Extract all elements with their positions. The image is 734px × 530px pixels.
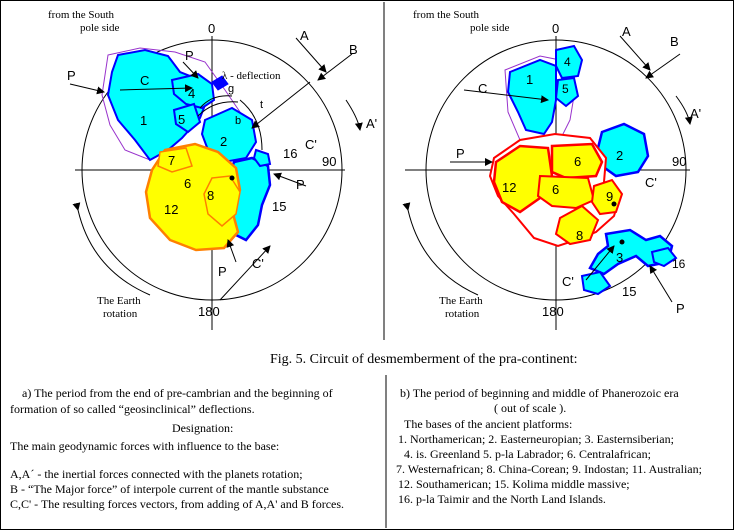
force-P-label-left-3: P [296, 177, 305, 192]
platform-label-left-5: 5 [178, 112, 186, 127]
platform-15-shape-right [582, 272, 610, 294]
force-P-label-left-1: P [67, 68, 76, 83]
force-C-prime-label-left-1: C' [305, 137, 317, 152]
section-b-item-1: 1. Northamerican; 2. Easterneuropian; 3. Easternsiberian; [398, 432, 674, 446]
force-A-arrow [296, 38, 326, 72]
force-C-prime-label-right-2: C' [562, 274, 574, 289]
platform-label-right-8: 8 [576, 228, 584, 243]
force-B-label-left: B [349, 42, 358, 57]
platform-label-right-9: 9 [606, 189, 614, 204]
force-C-prime-label-right-1: C' [645, 175, 657, 190]
force-C-label-left: C [140, 73, 150, 88]
platform-label-right-1: 1 [526, 72, 534, 87]
force-B-arrow [318, 54, 352, 80]
platform-label-right-16: 16 [672, 257, 686, 271]
view-label-right-2: pole side [470, 22, 510, 34]
platform-label-left-1: 1 [140, 113, 148, 128]
force-P-arrow-1 [70, 84, 104, 92]
force-A-prime-label-right: A' [690, 106, 702, 121]
right-panel [405, 9, 701, 330]
rotation-label-left-1: The Earth [97, 295, 141, 307]
section-b-item-2: 4. is. Greenland 5. p-la Labrador; 6. Centralafrican; [404, 447, 651, 461]
platform-label-right-2: 2 [616, 148, 624, 163]
figure-caption: Fig. 5. Circuit of desmemberment of the pra-continent: [270, 352, 578, 367]
view-label-left-2: pole side [80, 22, 120, 34]
force-P-label-right-1: P [456, 146, 465, 161]
deflection-label: λ - deflection [222, 70, 281, 82]
section-b-item-4: 12. Southamerican; 15. Kolima middle massive; [398, 477, 630, 491]
force-P-arrow-4 [228, 240, 236, 262]
rotation-arrow-right [408, 210, 478, 295]
section-b-item-3: 7. Westernafrican; 8. China-Corean; 9. Indostan; 11. Australian; [396, 462, 702, 476]
axis-label-90-left: 90 [322, 154, 337, 169]
marker-dot-left [230, 176, 235, 181]
section-b-subtitle: The bases of the ancient platforms: [404, 417, 573, 431]
b-label: b [235, 115, 242, 127]
section-a-item-3: C,C' - The resulting forces vectors, from adding of A,A' and B forces. [10, 497, 345, 511]
axis-label-0-right: 0 [552, 21, 560, 36]
marker-dot-right-2 [620, 240, 625, 245]
platform-label-left-15: 15 [272, 199, 287, 214]
force-A-prime-arrow-right [676, 96, 690, 124]
section-a-title-line2: formation of so called “geosinclinical” deflections. [10, 402, 255, 416]
section-a-intro: The main geodynamic forces with influence to the base: [10, 439, 280, 453]
force-B-arrow-right [646, 54, 680, 78]
force-B-label-right: B [670, 34, 679, 49]
platform-label-right-6b: 6 [552, 182, 560, 197]
platform-label-left-2: 2 [220, 134, 228, 149]
platform-6-shape-right-2 [538, 176, 594, 208]
force-A-prime-label-left: A' [366, 116, 378, 131]
axis-label-90-right: 90 [672, 154, 687, 169]
platform-label-right-4: 4 [564, 55, 571, 69]
axis-label-180-left: 180 [198, 304, 220, 319]
force-P-arrow-right-2 [650, 266, 672, 302]
platform-label-left-16: 16 [283, 146, 298, 161]
section-b-title-line1: b) The period of beginning and middle of Phanerozoic era [400, 386, 679, 400]
rotation-arrow-left [78, 210, 150, 295]
platform-label-left-7: 7 [168, 153, 176, 168]
section-b-item-5: 16. p-la Taimir and the North Land Islands. [398, 492, 606, 506]
force-A-label-right: A [622, 24, 631, 39]
force-P-label-left-4: P [218, 264, 227, 279]
t-label: t [260, 99, 264, 111]
section-a-item-1: A,A´ - the inertial forces connected with the planets rotation; [10, 467, 303, 481]
axis-label-180-right: 180 [542, 304, 564, 319]
designation-label: Designation: [172, 421, 234, 435]
axis-label-0-left: 0 [208, 21, 216, 36]
platform-label-right-15: 15 [622, 284, 637, 299]
force-A-label-left: A [300, 28, 309, 43]
force-A-prime-arrow [346, 100, 360, 130]
rotation-label-left-2: rotation [103, 308, 138, 320]
platform-label-left-12: 12 [164, 202, 179, 217]
platform-label-left-8: 8 [207, 188, 215, 203]
platform-label-left-6: 6 [184, 176, 192, 191]
section-a-title-line1: a) The period from the end of pre-cambrian and the beginning of [22, 386, 333, 400]
force-C-prime-arrow-2 [220, 246, 270, 300]
platform-label-right-12: 12 [502, 180, 517, 195]
view-label-right-1: from the South [413, 9, 479, 21]
force-C-prime-label-left-2: C' [252, 256, 264, 271]
platform-label-right-5: 5 [562, 82, 569, 96]
force-P-label-right-2: P [676, 301, 685, 316]
platform-label-left-4: 4 [188, 86, 196, 101]
rotation-label-right-2: rotation [445, 308, 480, 320]
g-label: g [228, 83, 235, 95]
view-label-left-1: from the South [48, 9, 114, 21]
platform-label-right-3: 3 [616, 250, 624, 265]
force-A-arrow-right [620, 36, 650, 70]
left-panel [48, 9, 377, 330]
platform-label-right-6a: 6 [574, 154, 582, 169]
section-b-title-line2: ( out of scale ). [494, 401, 567, 415]
force-P-label-left-2: P [185, 48, 194, 63]
force-C-label-right: C [478, 81, 488, 96]
rotation-label-right-1: The Earth [439, 295, 483, 307]
section-a-item-2: B - “The Major force” of interpole current of the mantle substance [10, 482, 329, 496]
